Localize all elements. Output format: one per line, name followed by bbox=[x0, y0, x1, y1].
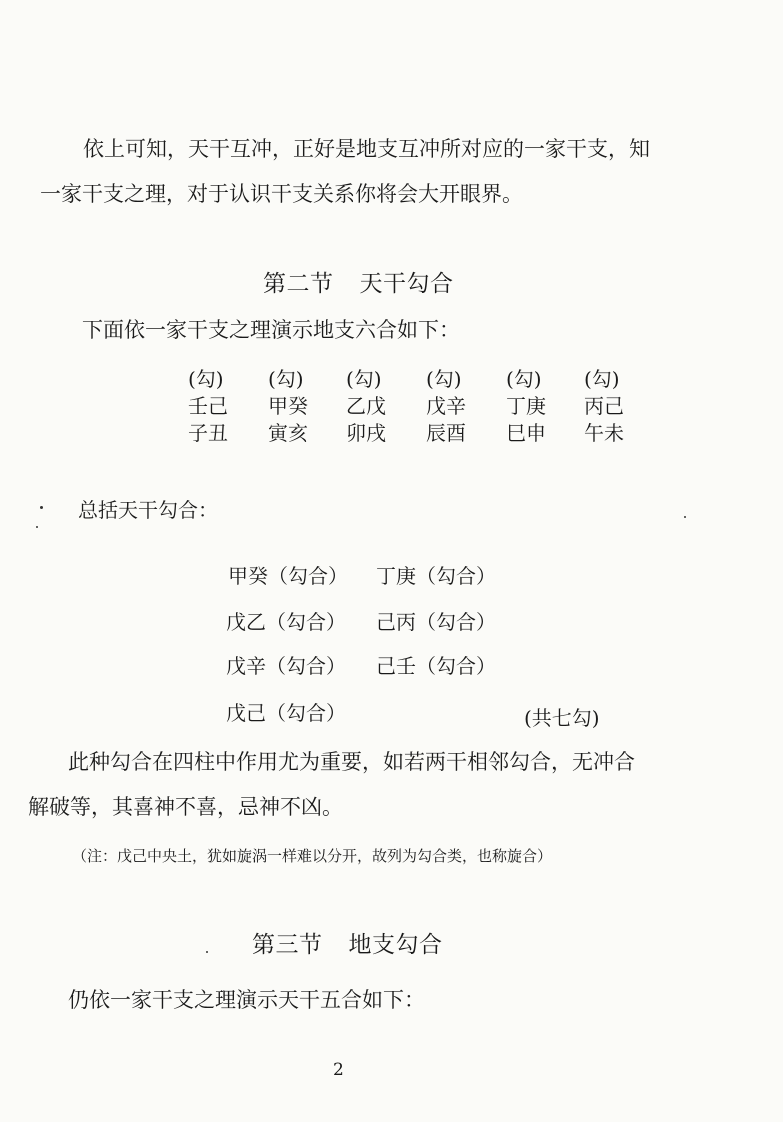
scan-speck bbox=[206, 951, 208, 953]
section-3-lead: 仍依一家干支之理演示天干五合如下： bbox=[68, 988, 425, 1012]
section-2-paragraph-line-2: 解破等，其喜神不喜，忌神不凶。 bbox=[28, 795, 343, 819]
intro-line-1: 依上可知，天干互冲，正好是地支互冲所对应的一家干支，知 bbox=[83, 137, 650, 161]
section-2-heading bbox=[263, 268, 454, 300]
column-stems: 戊辛 bbox=[426, 394, 466, 418]
grid-column bbox=[426, 366, 486, 447]
intro-line-2: 一家干支之理，对于认识干支关系你将会大开眼界。 bbox=[40, 182, 523, 206]
pair-left: 戊辛（勾合） bbox=[226, 654, 346, 678]
column-branches: 卯戌 bbox=[346, 421, 386, 445]
section-2-lead: 下面依一家干支之理演示地支六合如下： bbox=[82, 318, 460, 342]
pair-right: 己丙（勾合） bbox=[376, 610, 496, 634]
section-2-title: 天干勾合 bbox=[359, 271, 454, 297]
column-mark: (勾) bbox=[268, 367, 304, 391]
section-2-paragraph-line-1: 此种勾合在四柱中作用尤为重要，如若两干相邻勾合，无冲合 bbox=[68, 750, 635, 774]
column-mark: (勾) bbox=[506, 367, 542, 391]
column-stems: 壬己 bbox=[188, 394, 228, 418]
column-stems: 甲癸 bbox=[268, 394, 308, 418]
annotation-note: （注：戊己中央土，犹如旋涡一样难以分开，故列为勾合类，也称旋合） bbox=[72, 847, 553, 865]
column-branches: 子丑 bbox=[188, 421, 228, 445]
column-stems: 乙戊 bbox=[346, 394, 386, 418]
pair-left: 戊乙（勾合） bbox=[226, 610, 346, 634]
column-branches: 寅亥 bbox=[268, 421, 308, 445]
pair-left: 甲癸（勾合） bbox=[228, 564, 348, 588]
column-stems: 丁庚 bbox=[506, 394, 546, 418]
column-branches: 辰酉 bbox=[426, 421, 466, 445]
pair-left: 戊己（勾合） bbox=[226, 701, 346, 725]
column-mark: (勾) bbox=[426, 367, 462, 391]
column-mark: (勾) bbox=[188, 367, 224, 391]
grid-column bbox=[268, 366, 328, 447]
grid-column bbox=[506, 366, 566, 447]
section-2-number: 第二节 bbox=[263, 271, 334, 297]
grid-column bbox=[188, 366, 248, 447]
section-3-heading bbox=[252, 929, 443, 961]
section-3-title: 地支勾合 bbox=[348, 932, 443, 958]
scan-speck bbox=[684, 516, 686, 518]
column-stems: 丙己 bbox=[584, 394, 624, 418]
column-mark: (勾) bbox=[584, 367, 620, 391]
page-number: 2 bbox=[333, 1060, 344, 1080]
pair-right: 丁庚（勾合） bbox=[376, 564, 496, 588]
total-count: (共七勾) bbox=[524, 706, 600, 730]
scan-speck bbox=[36, 526, 38, 528]
pair-right: 己壬（勾合） bbox=[376, 654, 496, 678]
scan-speck bbox=[40, 506, 43, 509]
grid-column bbox=[346, 366, 406, 447]
column-branches: 巳申 bbox=[506, 421, 546, 445]
section-3-number: 第三节 bbox=[252, 932, 323, 958]
grid-column bbox=[584, 366, 644, 447]
column-mark: (勾) bbox=[346, 367, 382, 391]
column-branches: 午未 bbox=[584, 421, 624, 445]
summary-label: 总括天干勾合： bbox=[78, 498, 218, 522]
